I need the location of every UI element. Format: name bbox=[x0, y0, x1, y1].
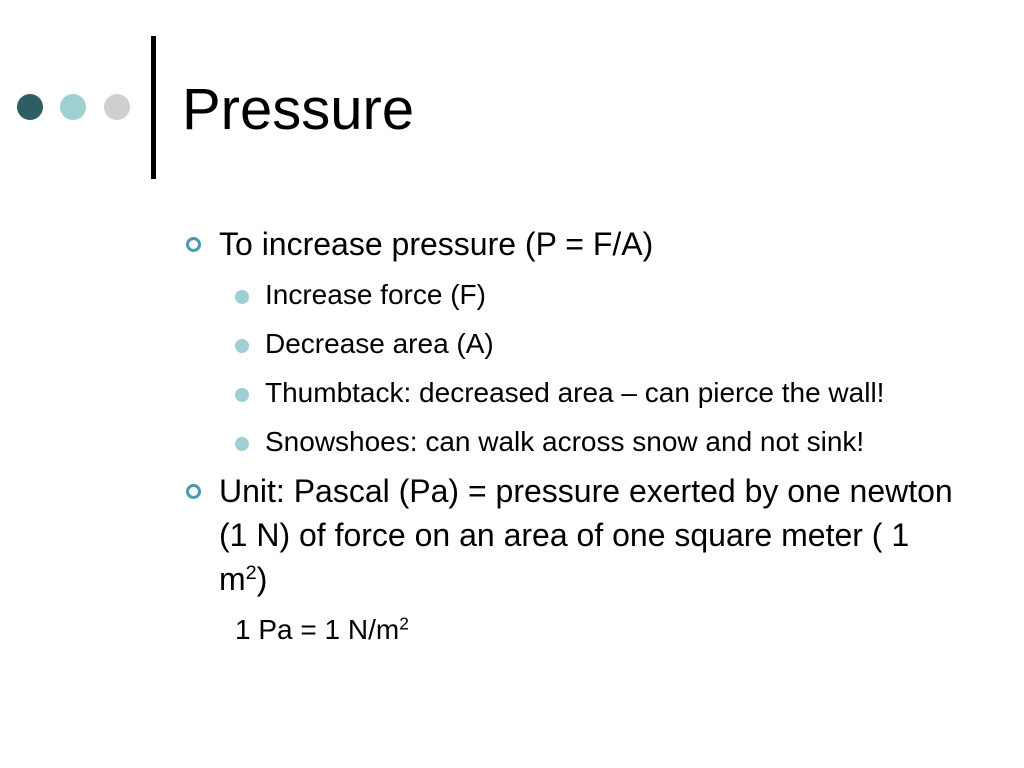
bullet-text: Unit: Pascal (Pa) = pressure exerted by one newton (1 N) of force on an area of one square meter ( 1 m bbox=[219, 473, 953, 597]
bullet-text: To increase pressure (P = F/A) bbox=[219, 226, 654, 262]
slide-body bbox=[180, 222, 960, 650]
filled-bullet-icon bbox=[235, 290, 249, 304]
sub-bullet-text: Decrease area (A) bbox=[265, 328, 494, 359]
slide-title: Pressure bbox=[182, 77, 415, 142]
definition-text: 1 Pa = 1 N/m bbox=[235, 614, 400, 645]
sub-bullet-snowshoes bbox=[180, 422, 960, 462]
hollow-bullet-icon bbox=[186, 484, 201, 499]
decorative-dot-dark bbox=[17, 94, 43, 120]
bullet-text-end: ) bbox=[256, 561, 268, 597]
sub-bullet-text: Snowshoes: can walk across snow and not sink! bbox=[265, 426, 865, 457]
sub-bullet-increase-force bbox=[180, 275, 960, 315]
hollow-bullet-icon bbox=[186, 237, 201, 252]
superscript: 2 bbox=[245, 562, 257, 585]
filled-bullet-icon bbox=[235, 437, 249, 451]
decorative-dot-teal bbox=[60, 94, 86, 120]
sub-bullet-text: Thumbtack: decreased area – can pierce the wall! bbox=[265, 377, 885, 408]
pascal-definition-line bbox=[180, 610, 960, 650]
sub-bullet-decrease-area bbox=[180, 324, 960, 364]
bullet-unit-pascal bbox=[180, 469, 960, 601]
bullet-increase-pressure bbox=[180, 222, 960, 266]
superscript: 2 bbox=[399, 613, 409, 634]
title-divider bbox=[151, 36, 156, 179]
filled-bullet-icon bbox=[235, 339, 249, 353]
decorative-dot-gray bbox=[104, 94, 130, 120]
sub-bullet-thumbtack bbox=[180, 373, 960, 413]
sub-bullet-text: Increase force (F) bbox=[265, 279, 486, 310]
filled-bullet-icon bbox=[235, 388, 249, 402]
